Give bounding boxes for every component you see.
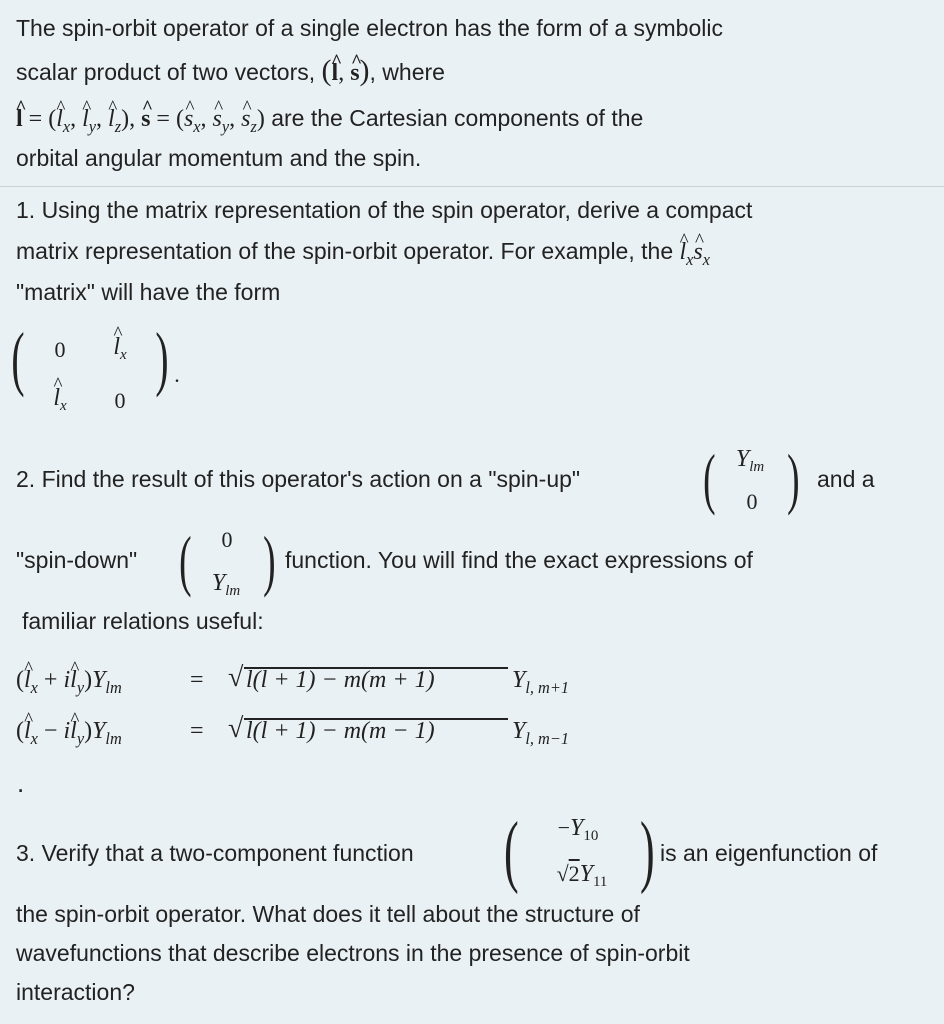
intro-line-3-text: are the Cartesian components of the [264,105,644,131]
spin-down-top: 0 [221,527,233,552]
eq2-equals: = [190,718,204,744]
scalar-product-formula: ( [321,54,332,87]
equations-period: . [17,768,25,798]
intro-line-2-tail: , where [369,59,445,85]
intro-line-2 [16,56,445,88]
q2-line-1-tail: and a [817,466,875,492]
lx-sx-formula: ^ $l_x\^{}$ $s_x$ [680,239,711,265]
matrix-a12: ^ $l_x$ [100,334,140,361]
raising-lhs: (^ $l_x$ + i^ $l_y)Y_{lm}$ [16,665,122,697]
matrix-a11: 0 [54,337,66,362]
intro-line-3 [16,103,643,136]
q3-line-1-tail: is an eigenfunction of [660,840,878,866]
q3-line-3: wavefunctions that describe electrons in the presence of spin-orbit [16,940,690,966]
sqrt-sign-1: √ [228,662,244,693]
eq2-radicand: l(l + 1) − m(m − 1) [246,718,435,744]
q3-line-2: the spin-orbit operator. What does it tell about the structure of [16,901,640,927]
eigen-top: $-Y_{10}$ [557,815,599,845]
q3-line-1-pre: 3. Verify that a two-component function [16,840,414,866]
intro-line-4: orbital angular momentum and the spin. [16,145,422,171]
q1-line-3: "matrix" will have the form [16,279,281,305]
matrix-a22: 0 [114,388,126,413]
sqrt-sign-2: √ [228,713,244,744]
eq1-rhs-harmonic: $Y_{l, m+1}$ [512,667,569,697]
spin-up-top: $Y_{lm}$ [735,446,765,476]
s-vector-symbol: ^ s [350,58,359,88]
q2-line-2-pre: "spin-down" [16,547,138,573]
matrix-period: . [174,362,180,387]
q1-line-2-text: matrix representation of the spin-orbit operator. For example, the [16,238,674,264]
l-vector-symbol: ^ l [332,58,339,88]
q2-line-1: 2. Find the result of this operator's action on a "spin-up" [16,466,581,492]
spin-up-bottom: 0 [746,489,758,514]
q3-line-4: interaction? [16,979,135,1005]
comma-sep: , [338,60,351,86]
q2-line-2-tail: function. You will find the exact expressions of [285,547,753,573]
eigen-bottom: $√2Y_{11}$ [556,861,608,891]
q1-line-1: 1. Using the matrix representation of the spin operator, derive a compact [16,197,753,223]
spin-down-bottom: $Y_{lm}$ [211,570,241,600]
close-paren: ) [359,54,370,87]
eq1-radicand: l(l + 1) − m(m + 1) [246,667,435,693]
eq2-rhs-harmonic: $Y_{l, m-1}$ [512,718,569,748]
lowering-lhs: (^ $l_x$ − i^ $l_y)Y_{lm}$ [16,716,122,748]
intro-line-2-text: scalar product of two vectors, [16,59,316,85]
eq1-equals: = [190,667,204,693]
vector-components-formula: ^ l = (^ $l_x$, ^ $l_y$, ^ $l_z$), ^ s = (^ $s_x$, ^ $s_y$, ^ $s_z$) [16,106,265,132]
q1-line-2 [16,236,710,269]
section-divider [0,186,944,187]
intro-line-1: The spin-orbit operator of a single electron has the form of a symbolic [16,15,723,41]
q2-line-3: familiar relations useful: [22,608,264,634]
matrix-a21: ^ $l_x$ [40,385,80,412]
